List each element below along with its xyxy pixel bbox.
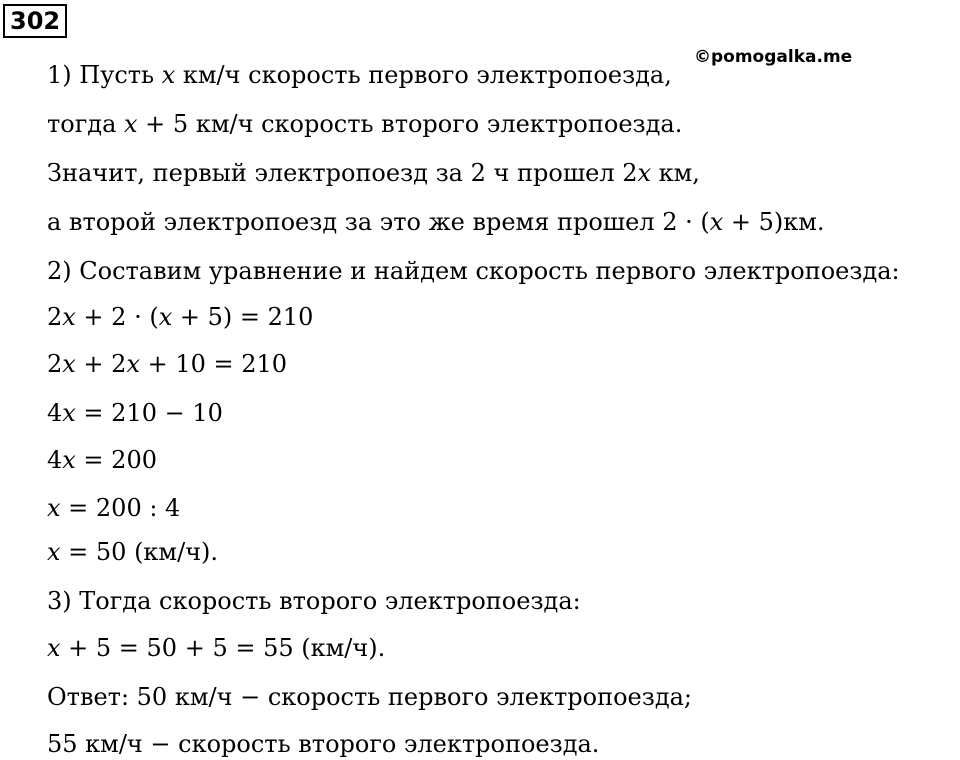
equation-line-1: 2𝑥 + 2 · (𝑥 + 5) = 210 (47, 303, 314, 331)
solution-line-6: 3) Тогда скорость второго электропоезда: (47, 587, 581, 615)
solution-line-3: Значит, первый электропоезд за 2 ч прошел 2𝑥 км, (47, 159, 700, 187)
equation-line-4: 4𝑥 = 200 (47, 446, 157, 474)
solution-line-2: тогда 𝑥 + 5 км/ч скорость второго электропоезда. (47, 110, 683, 138)
answer-line-2: 55 км/ч − скорость второго электропоезда. (47, 730, 600, 758)
equation-line-5: 𝑥 = 200 : 4 (47, 494, 181, 522)
solution-line-5: 2) Составим уравнение и найдем скорость первого электропоезда: (47, 257, 900, 285)
solution-line-4: а второй электропоезд за это же время прошел 2 · (𝑥 + 5)км. (47, 208, 825, 236)
equation-line-7: 𝑥 + 5 = 50 + 5 = 55 (км/ч). (47, 634, 386, 662)
equation-line-2: 2𝑥 + 2𝑥 + 10 = 210 (47, 350, 288, 378)
solution-line-1: 1) Пусть 𝑥 км/ч скорость первого электропоезда, (47, 61, 672, 89)
watermark: ©pomogalka.me (694, 47, 853, 67)
equation-line-3: 4𝑥 = 210 − 10 (47, 399, 223, 427)
answer-line-1: Ответ: 50 км/ч − скорость первого электропоезда; (47, 683, 692, 711)
problem-number: 302 (3, 4, 67, 38)
equation-line-6: 𝑥 = 50 (км/ч). (47, 538, 219, 566)
